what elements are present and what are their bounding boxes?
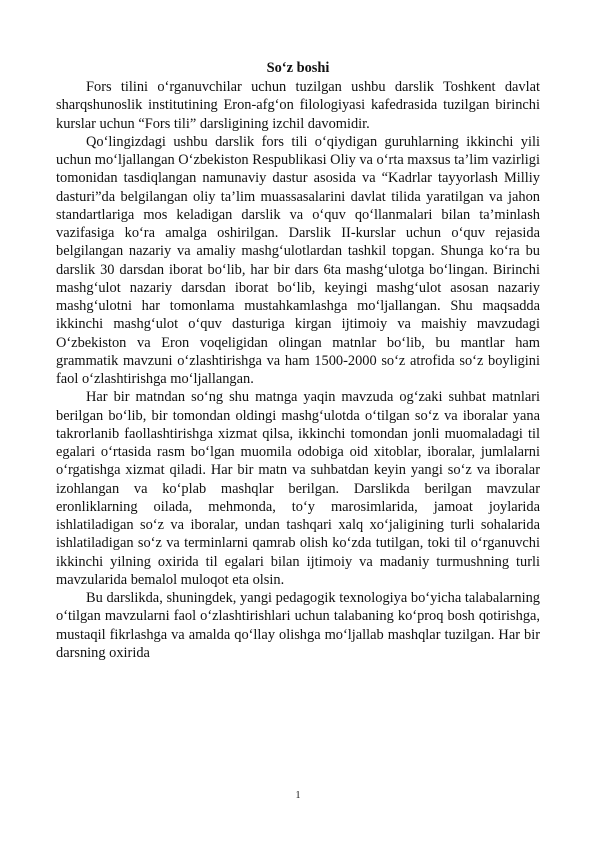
paragraph-1: Fors tilini o‘rganuvchilar uchun tuzilgan ushbu darslik Toshkent davlat sharqshunoslik institutining Eron-afg‘on filologiyasi kafedrasida tuzilgan birinchi kurslar uchun “Fors tili” darsligining izchil davomidir.: [56, 79, 540, 132]
paragraph-4: Bu darslikda, shuningdek, yangi pedagogik texnologiya bo‘yicha talabalarning o‘tilgan mavzularni faol o‘zlashtirishlari uchun talabaning ko‘proq bosh qotirishga, mustaqil fikrlashga va amalda qo‘llay olishga mo‘ljallab mashqlar tuzilgan. Har bir darsning oxirida: [56, 590, 540, 661]
body-text: [56, 78, 540, 662]
page-title: So‘z boshi: [266, 60, 330, 76]
page-number: 1: [295, 790, 301, 801]
paragraph-3: Har bir matndan so‘ng shu matnga yaqin mavzuda og‘zaki suhbat matnlari berilgan bo‘lib, bir tomondan oldingi mashg‘ulotda o‘tilgan so‘z va iboralar yana takrorlanib faollashtirishga xizmat qilsa, ikkinchi tomondan jonli muomaladagi til egalari o‘rtasida rasm bo‘lgan muomila odobiga oid xitoblar, iboralar, jumlalarni o‘rgatishga xizmat qiladi. Har bir matn va suhbatdan keyin yangi so‘z va iboralar izohlangan va ko‘plab mashqlar berilgan. Darslikda berilgan mavzular eronliklarning oilada, mehmonda, to‘y marosimlarida, jamoat joylarida ishlatiladigan so‘z va iboralar, undan tashqari xalq xo‘jaligining turli sohalarida ishlatiladigan so‘z va terminlarni qamrab olish ko‘zda tutilgan, toki til o‘rganuvchi ikkinchi yilning oxirida til egalari bilan ijtimoiy va madaniy turmushning turli mavzularida bemalol muloqot eta olsin.: [56, 389, 540, 588]
paragraph-2: Qo‘lingizdagi ushbu darslik fors tili o‘qiydigan guruhlarning ikkinchi yili uchun mo‘ljallangan O‘zbekiston Respublikasi Oliy va o‘rta maxsus ta’lim vazirligi tomonidan tasdiqlangan namunaviy dastur asosida va “Kadrlar tayyorlash Milliy dasturi”da belgilangan oliy ta’lim muassasalarini davlat tilida yaratilgan va jahon standartlariga mos keladigan darslik va o‘quv qo‘llanmalari bilan ta’minlash vazifasiga ko‘ra amalga oshirilgan. Darslik II-kurslar uchun o‘quv rejasida belgilangan nazariy va amaliy mashg‘ulotlardan tashkil topgan. Shunga ko‘ra bu darslik 30 darsdan iborat bo‘lib, har bir dars 6ta mashg‘ulotga bo‘lingan. Birinchi mashg‘ulot nazariy darsdan iborat bo‘lib, keyingi mashg‘ulot asosan nazariy mashg‘ulotni har tomonlama mustahkamlashga mo‘ljallangan. Shu maqsadda ikkinchi mashg‘ulot o‘quv dasturiga kirgan ijtimoiy va maishiy mavzudagi O‘zbekiston va Eron voqeligidan olingan matnlar bo‘lib, bu mantlar ham grammatik mavzuni o‘zlashtirishga va ham 1500-2000 so‘z atrofida so‘z boyligini faol o‘zlashtirishga mo‘ljallangan.: [56, 133, 540, 387]
